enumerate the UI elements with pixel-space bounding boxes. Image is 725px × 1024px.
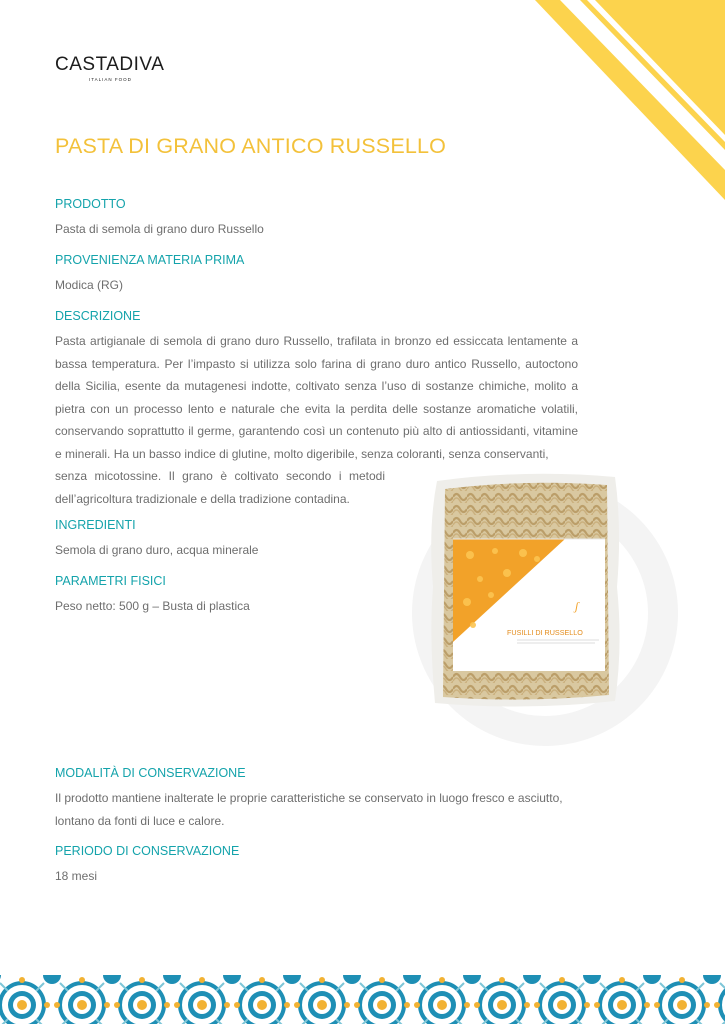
page-title: PASTA DI GRANO ANTICO RUSSELLO [55, 134, 447, 158]
section-text: Pasta di semola di grano duro Russello [55, 222, 264, 236]
section-text: Il prodotto mantiene inalterate le proprie caratteristiche se conservato in luogo fresco e asciutto, lontano da fonti di luce e calore. [55, 791, 563, 828]
section-text: 18 mesi [55, 869, 98, 883]
section-text-continued: senza micotossine. Il grano è coltivato secondo i metodi [55, 469, 385, 483]
corner-stripe-decoration [535, 0, 725, 200]
package-label: FUSILLI DI RUSSELLO [507, 628, 583, 637]
section-periodo-conservazione [55, 843, 239, 888]
section-heading: PROVENIENZA MATERIA PRIMA [55, 253, 245, 267]
section-heading: INGREDIENTI [55, 518, 136, 532]
section-heading: PRODOTTO [55, 197, 126, 211]
brand-tagline: ITALIAN FOOD [89, 77, 132, 82]
section-text: Pasta artigianale di semola di grano duro Russello, trafilata in bronzo ed essiccata lentamente a bassa temperatura. Per l’impasto si utilizza solo farina di grano duro antico Russello, autoctono della Sicilia, esente da mutagenesi indotte, coltivato senza l’uso di sostanze chimiche, molito a pietra con un processo lento e naturale che evita la perdita delle sostanze aromatiche volatili, conservando soprattutto il germe, garantendo così un contenuto più alto di antiossidanti, vitamine e minerali. Ha un basso indice di glutine, molto digeribile, senza coloranti, senza conservanti, [55, 334, 578, 461]
brand-name: CASTADIVA [55, 54, 165, 75]
section-text: Modica (RG) [55, 278, 124, 292]
section-text: Semola di grano duro, acqua minerale [55, 543, 259, 557]
section-ingredienti [55, 517, 258, 562]
section-heading: PERIODO DI CONSERVAZIONE [55, 844, 240, 858]
section-heading: PARAMETRI FISICI [55, 574, 166, 588]
brand-logo [55, 54, 164, 82]
section-descrizione [55, 308, 578, 510]
package-brand: CASTADIVA [461, 657, 484, 662]
section-prodotto [55, 196, 264, 241]
section-text: Peso netto: 500 g – Busta di plastica [55, 599, 250, 613]
section-heading: DESCRIZIONE [55, 309, 141, 323]
section-provenienza [55, 252, 244, 297]
section-heading: MODALITÀ DI CONSERVAZIONE [55, 766, 246, 780]
section-modalita-conservazione [55, 765, 578, 832]
section-parametri-fisici [55, 573, 250, 618]
svg-text:ʃ: ʃ [575, 599, 579, 613]
section-text-end: dell’agricoltura tradizionale e della tradizione contadina. [55, 491, 350, 506]
majolica-tile-border [0, 975, 725, 1024]
